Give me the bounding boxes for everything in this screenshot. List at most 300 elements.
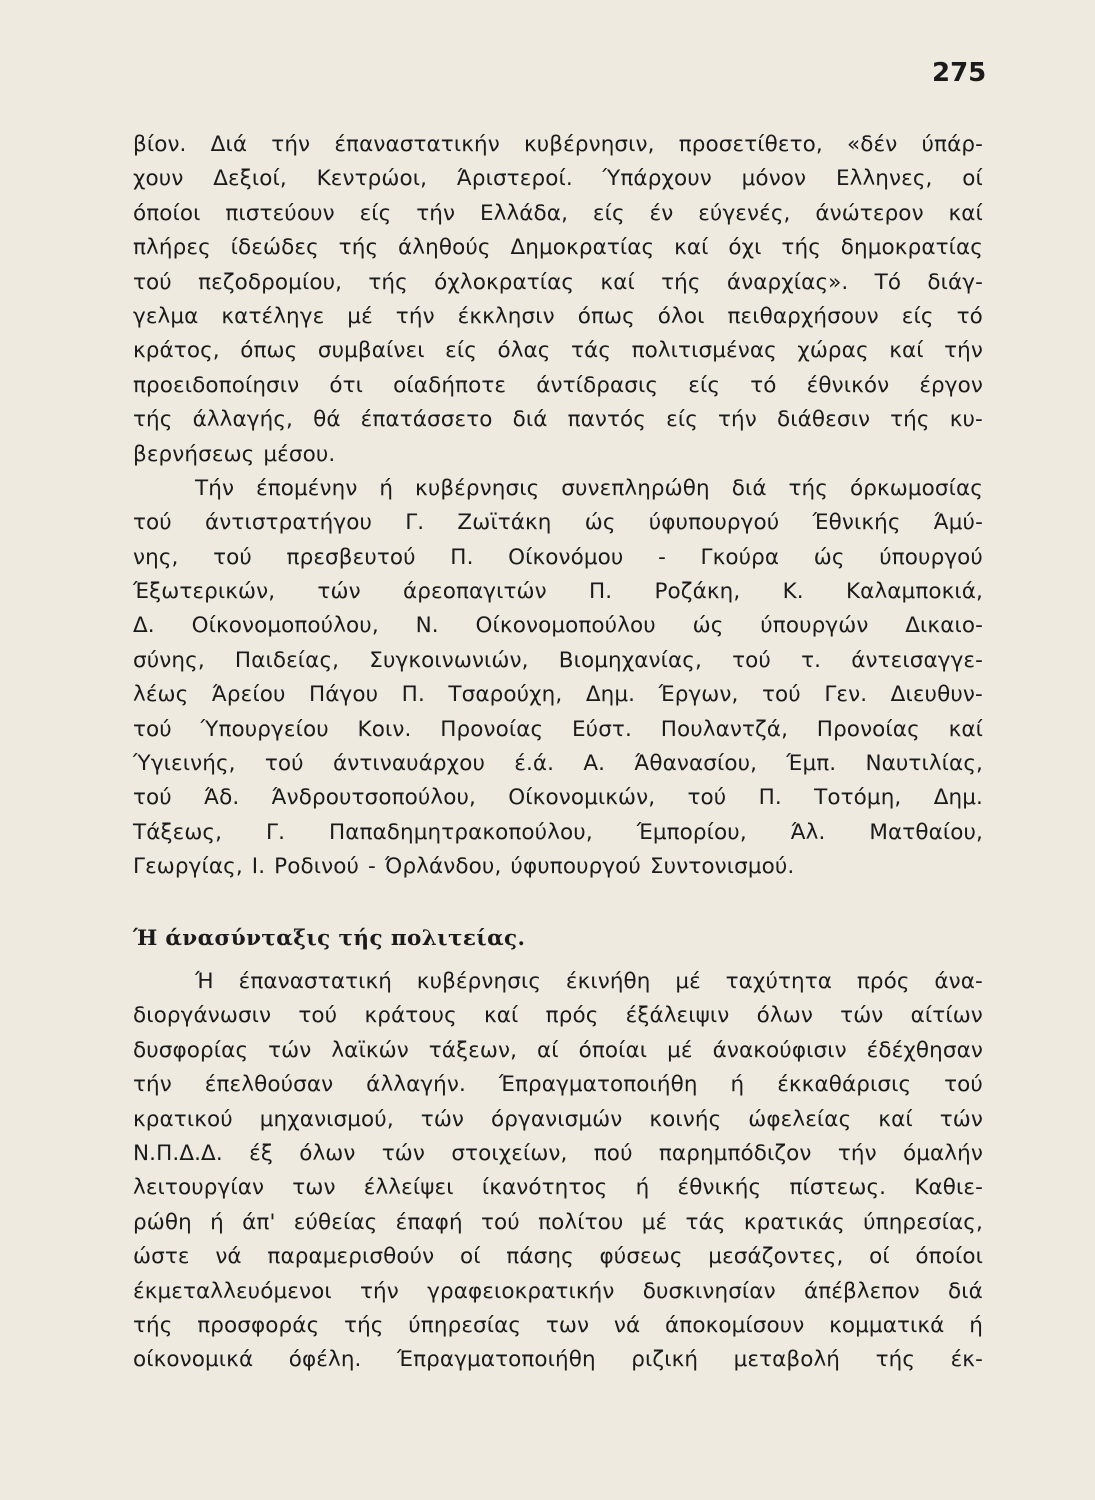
word: διάγ- (927, 269, 983, 295)
word: τού (133, 510, 172, 536)
text-line (133, 506, 983, 540)
word: πολίτου (538, 1209, 624, 1235)
word: ύφυπουργού (648, 510, 780, 536)
word: τού (687, 785, 727, 811)
word: ταχύτητα (725, 969, 833, 994)
word: τάς (685, 1209, 726, 1235)
word: ή (730, 1072, 745, 1098)
word: ύπουργών (760, 613, 869, 639)
word: όρκωμοσίας (849, 475, 983, 501)
word: των (292, 1175, 336, 1201)
word: βίον. (133, 132, 187, 157)
word: Άρείου (211, 682, 286, 708)
word: τήν (837, 1140, 877, 1166)
word: Ύγιεινής, (133, 751, 236, 777)
word: - (658, 544, 666, 570)
text-line (133, 541, 983, 575)
word: όλων (299, 1140, 356, 1166)
word: έπελθούσαν (204, 1072, 334, 1098)
text-line (133, 1034, 983, 1068)
word: έκ- (950, 1347, 983, 1373)
word: έξ (249, 1140, 273, 1166)
word: καί (948, 200, 983, 226)
word: τάς (571, 338, 612, 364)
word: Προνοίας (816, 716, 920, 742)
word: Εύστ. (571, 716, 632, 742)
word: Γ. (266, 819, 286, 845)
word: άλλαγήν. (366, 1072, 466, 1098)
word: Κοιν. (357, 716, 412, 742)
word: Συγκοινωνιών, (369, 647, 529, 673)
section-body (133, 965, 983, 1378)
word: πολιτισμένας (631, 338, 777, 364)
word: λαϊκών (331, 1037, 409, 1063)
word: ώστε (133, 1244, 190, 1270)
word: κρατικάς (743, 1209, 845, 1235)
word: ύπηρεσίας, (863, 1209, 983, 1235)
word: ύπηρεσίας (408, 1312, 522, 1338)
word: μηχανισμού, (259, 1106, 394, 1132)
word: καί (484, 1003, 519, 1029)
word: μεταβολή (733, 1347, 841, 1373)
word: άρεοπαγιτών (402, 579, 547, 605)
word: πιστεύουν (225, 200, 335, 226)
word: έν (649, 200, 674, 226)
word: Τοτόμη, (814, 785, 902, 811)
word: Οίκονόμου (508, 544, 624, 570)
word: όργανισμών (491, 1106, 623, 1132)
word: «δέν (847, 132, 898, 157)
word: Οίκονομοπούλου, (191, 613, 379, 639)
word: τήν (133, 1072, 172, 1098)
word: κοινής (649, 1106, 722, 1132)
word: έκινήθη (565, 969, 651, 994)
word: χουν (133, 166, 184, 192)
word: τήν (718, 407, 757, 433)
section-heading: Ή άνασύνταξις τής πολιτείας. (133, 926, 526, 951)
word: τό (750, 372, 777, 398)
word: ρώθη (133, 1209, 192, 1235)
word: χώρας (797, 338, 869, 364)
word: τής (781, 235, 821, 261)
word: έδέχθησαν (866, 1037, 983, 1063)
word: Προνοίας (440, 716, 544, 742)
word: τήν (944, 338, 983, 364)
word: παντός (567, 407, 647, 433)
word: είς (688, 372, 721, 398)
word: ώς (813, 544, 845, 570)
word: ή (210, 1209, 224, 1235)
text-line (133, 197, 983, 231)
word: Ύπουργείου (200, 716, 329, 742)
word: ύπουργού (879, 544, 983, 570)
word: αίτίων (910, 1003, 983, 1029)
word: έπαναστατικήν (334, 132, 500, 157)
word: έπαναστατική (238, 969, 393, 994)
word: τών (317, 579, 361, 605)
word: ώς (584, 510, 616, 536)
text-line (133, 644, 983, 678)
text-line (133, 781, 983, 815)
word: τού (298, 1003, 338, 1029)
word: Άλ. (790, 819, 826, 845)
text-line (133, 128, 983, 162)
word: αί (537, 1037, 559, 1063)
word: οί (869, 1244, 890, 1270)
text-line (133, 1240, 983, 1274)
text-line (133, 334, 983, 368)
word: όφέλη. (288, 1347, 362, 1373)
word: Ζωϊτάκη (457, 510, 552, 536)
word: μέ (347, 303, 373, 329)
text-line (133, 1206, 983, 1240)
word: έλλείψει (363, 1175, 454, 1201)
word: όποίοι (915, 1244, 983, 1270)
text-line (133, 816, 983, 850)
word: Δ. (133, 613, 155, 639)
word: ύπάρ- (921, 132, 983, 157)
text-line (133, 1275, 983, 1309)
word: Άριστεροί. (456, 166, 573, 192)
word: γραφειοκρατικήν (427, 1278, 615, 1304)
word: τής (661, 269, 701, 295)
word: όχι (728, 235, 762, 261)
word: παρημπόδιζον (658, 1140, 812, 1166)
text-line (133, 300, 983, 334)
word: συνεπληρώθη (561, 475, 710, 501)
word: καί (674, 235, 709, 261)
word: νά (613, 1312, 641, 1338)
word: νης, (133, 544, 179, 570)
word: Π. (758, 785, 782, 811)
word: Έξωτερικών, (133, 579, 276, 605)
word: άντίδρασις (536, 372, 659, 398)
text-line (133, 162, 983, 196)
word: Έπραγματοποιήθη (397, 1347, 596, 1373)
word: άναρχίας». (726, 269, 849, 295)
word: Οίκονομοπούλου (475, 613, 656, 639)
word: τό (956, 303, 983, 329)
body-text (133, 128, 983, 885)
word: εύθείας (293, 1209, 378, 1235)
word: έθνικής (677, 1175, 762, 1201)
word: έκκλησιν (457, 303, 555, 329)
text-line (133, 575, 983, 609)
text-line (133, 1137, 983, 1171)
word: πρός (856, 969, 910, 994)
word: είς (592, 200, 625, 226)
word: έπομένην (256, 475, 358, 501)
text-line (133, 231, 983, 265)
word: τών (381, 1140, 426, 1166)
word: τών (939, 1106, 983, 1132)
word: κυβέρνησις (416, 969, 542, 994)
word: Έθνικής (812, 510, 901, 536)
word: έ.ά. (514, 751, 555, 777)
word: κράτος, (133, 338, 220, 364)
word: έκμεταλλευόμενοι (133, 1278, 332, 1304)
word: Γκούρα (700, 544, 780, 570)
word: Οίκονομικών, (508, 785, 656, 811)
word: ή (379, 475, 394, 501)
word: τού (133, 269, 172, 295)
word: τού (761, 682, 801, 708)
word: Π. (401, 682, 425, 708)
word: Παπαδημητρακοπούλου, (328, 819, 593, 845)
word: Δημοκρατίας (510, 235, 655, 261)
text-line (133, 678, 983, 712)
word: τών (420, 1106, 465, 1132)
word: Άθανασίου, (634, 751, 758, 777)
word: τάξεων, (428, 1037, 518, 1063)
text-line (133, 1309, 983, 1343)
word: κρατικού (133, 1106, 233, 1132)
word: Δημ. (933, 785, 983, 811)
word: Διευθυν- (890, 682, 983, 708)
text-line (133, 1103, 983, 1137)
word: πειθαρχήσουν (727, 303, 879, 329)
word: νά (215, 1244, 242, 1270)
word: τής (890, 407, 930, 433)
word: βερνήσεως (133, 441, 255, 467)
word: τής (368, 269, 408, 295)
word: τήν (395, 303, 435, 329)
word: πρεσβευτού (286, 544, 416, 570)
word: τού (480, 1209, 520, 1235)
word: ώφελείας (748, 1106, 852, 1132)
text-line (133, 999, 983, 1033)
word: Έργων, (658, 682, 739, 708)
word: Ή (195, 969, 214, 994)
word: Ματθαίου, (869, 819, 983, 845)
word: πεζοδρομίου, (198, 269, 343, 295)
word: κυβέρνησις (415, 475, 540, 501)
word: Έμπ. (786, 751, 837, 777)
word: τ. (801, 647, 822, 673)
word: Άδ. (204, 785, 240, 811)
word: τού (133, 785, 172, 811)
word: Κ. (782, 579, 804, 605)
word: τήν (271, 132, 311, 157)
word: στοιχείων, (451, 1140, 568, 1166)
word: τού (213, 544, 252, 570)
word: Α. (583, 751, 606, 777)
word: οίαδήποτε (393, 372, 507, 398)
text-line (133, 1171, 983, 1205)
word: τής (788, 475, 829, 501)
word: Ν. (415, 613, 439, 639)
word: είς (901, 303, 934, 329)
word: τής (133, 1312, 173, 1338)
word: έπατάσσετο (360, 407, 493, 433)
word: Όρλάνδου, (384, 854, 502, 880)
word: τού (264, 751, 304, 777)
word: παραμερισθούν (267, 1244, 435, 1270)
word: πού (593, 1140, 633, 1166)
word: Π. (589, 579, 613, 605)
word: ή (635, 1175, 650, 1201)
word: μεσάζοντες, (708, 1244, 844, 1270)
word: καί (600, 269, 635, 295)
word: Έπραγματοποιήθη (498, 1072, 698, 1098)
word: καί (878, 1106, 913, 1132)
word: έξάλειψιν (625, 1003, 730, 1029)
word: Τό (874, 269, 902, 295)
word: ίκανότητος (481, 1175, 608, 1201)
word: άποκομίσουν (665, 1312, 805, 1338)
word: οί (459, 1244, 481, 1270)
word: άντεισαγγε- (851, 647, 983, 673)
word: γελμα (133, 303, 199, 329)
word: διά (512, 407, 548, 433)
text-line (133, 1343, 983, 1377)
word: Δημ. (585, 682, 636, 708)
word: κομματικά (829, 1312, 945, 1338)
word: δυσκινησίαν (642, 1278, 776, 1304)
word: μέσου. (263, 441, 336, 467)
word: είς (445, 338, 477, 364)
word: άπέβλεπον (803, 1278, 920, 1304)
word: τήν (359, 1278, 399, 1304)
word: ώς (692, 613, 724, 639)
page-number: 275 (932, 58, 987, 88)
word: κυβέρνησιν, (523, 132, 655, 157)
word: κυ- (949, 407, 983, 433)
word: πρός (545, 1003, 599, 1029)
word: Ν.Π.Δ.Δ. (133, 1140, 223, 1166)
word: άνώτερον (815, 200, 924, 226)
word: Παιδείας, (234, 647, 340, 673)
word: τής (133, 407, 173, 433)
word: είς (666, 407, 698, 433)
word: τού (944, 1072, 983, 1098)
word: διάθεσιν (776, 407, 871, 433)
word: λέως (133, 682, 189, 708)
word: κράτους (364, 1003, 457, 1029)
word: τήν (416, 200, 456, 226)
word: ή (969, 1312, 983, 1338)
word: τής (875, 1347, 916, 1373)
text-line (133, 850, 983, 884)
word: Γεν. (824, 682, 868, 708)
word: Συντονισμού. (649, 854, 795, 880)
word: όλας (497, 338, 551, 364)
word: Πάγου (309, 682, 379, 708)
word: πίστεως. (789, 1175, 887, 1201)
word: Ελλάδα, (479, 200, 569, 226)
word: τών (840, 1003, 884, 1029)
word: δημοκρατίας (840, 235, 983, 261)
word: όλων (756, 1003, 813, 1029)
word: Ελληνες, (835, 166, 933, 192)
word: Καθιε- (914, 1175, 983, 1201)
word: Έμπορίου, (636, 819, 747, 845)
word: όχλοκρατίας (434, 269, 575, 295)
word: τών (268, 1037, 312, 1063)
word: τού (732, 647, 771, 673)
word: καί (948, 716, 983, 742)
word: όπως (577, 303, 635, 329)
word: Ι. (251, 854, 266, 880)
word: Π. (450, 544, 474, 570)
word: Ροδινού (274, 854, 360, 880)
word: προσφοράς (197, 1312, 320, 1338)
word: θά (313, 407, 341, 433)
word: λειτουργίαν (133, 1175, 265, 1201)
word: μέ (641, 1209, 668, 1235)
word: ίδεώδες (230, 235, 319, 261)
word: Κεντρώοι, (316, 166, 428, 192)
text-line (133, 369, 983, 403)
word: Τσαρούχη, (448, 682, 563, 708)
word: Ύπάρχουν (602, 166, 712, 192)
text-line (133, 747, 983, 781)
word: Πουλαντζά, (660, 716, 789, 742)
word: τής (344, 1312, 384, 1338)
word: άλλαγής, (192, 407, 293, 433)
text-line (133, 609, 983, 643)
word: άπ' (242, 1209, 276, 1235)
text-line (133, 713, 983, 747)
word: Γ. (405, 510, 425, 536)
word: διά (731, 475, 767, 501)
word: διοργάνωσιν (133, 1003, 272, 1029)
word: όποίαι (578, 1037, 648, 1063)
word: άντιναυάρχου (332, 751, 485, 777)
text-line (133, 403, 983, 437)
word: όλοι (657, 303, 705, 329)
text-line (133, 1068, 983, 1102)
word: φύσεως (599, 1244, 683, 1270)
word: έκκαθάρισις (777, 1072, 912, 1098)
word: Διά (210, 132, 248, 157)
word: συμβαίνει (317, 338, 425, 364)
word: Τάξεως, (133, 819, 223, 845)
text-line (133, 965, 983, 999)
word: άντιστρατήγου (205, 510, 373, 536)
word: Άνδρουτσοπούλου, (271, 785, 476, 811)
text-line (133, 266, 983, 300)
word: τού (133, 716, 172, 742)
word: οί (962, 166, 983, 192)
word: των (545, 1312, 590, 1338)
word: σύνης, (133, 647, 205, 673)
word: καί (889, 338, 924, 364)
word: όμαλήν (903, 1140, 983, 1166)
word: Δεξιοί, (213, 166, 287, 192)
word: όπως (240, 338, 298, 364)
word: Καλαμποκιά, (845, 579, 983, 605)
word: Ναυτιλίας, (865, 751, 983, 777)
word: κατέληγε (221, 303, 325, 329)
word: άνακούφισιν (712, 1037, 847, 1063)
word: πάσης (506, 1244, 574, 1270)
word: Δικαιο- (905, 613, 983, 639)
word: έργον (919, 372, 983, 398)
word: τής (338, 235, 379, 261)
word: μέ (675, 969, 701, 994)
word: ριζική (631, 1347, 699, 1373)
word: - (368, 854, 376, 880)
word: είς (359, 200, 392, 226)
word: μόνον (741, 166, 807, 192)
word: προειδοποίησιν (133, 372, 300, 398)
text-line (133, 472, 983, 506)
word: Τήν (195, 475, 235, 501)
word: άληθούς (398, 235, 491, 261)
word: ύφυπουργού (510, 854, 641, 880)
word: έπαφή (395, 1209, 463, 1235)
